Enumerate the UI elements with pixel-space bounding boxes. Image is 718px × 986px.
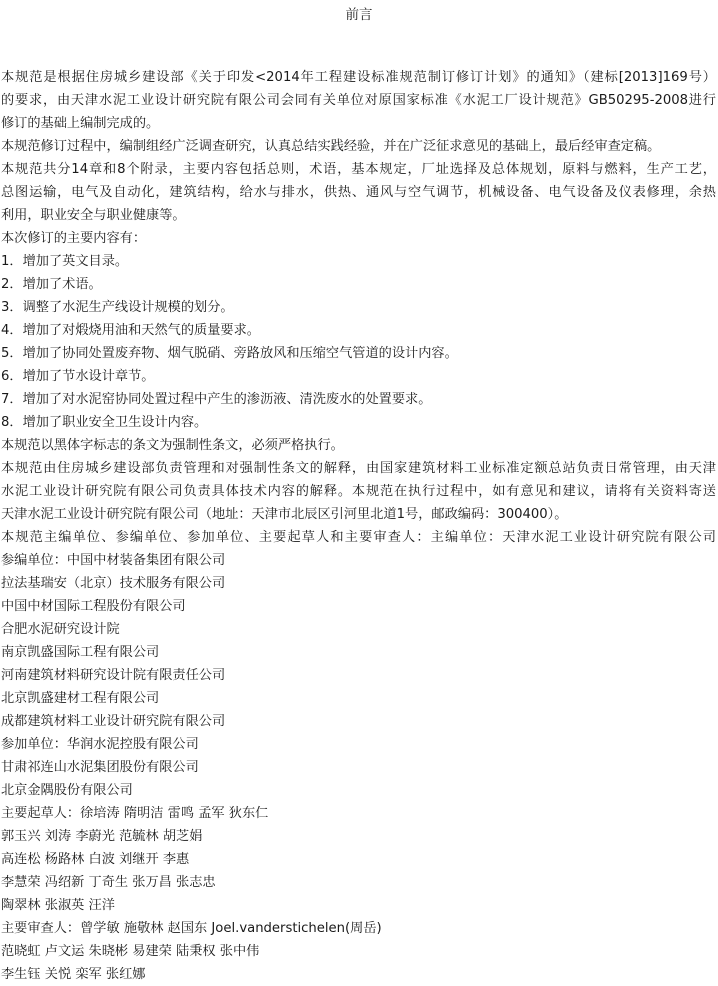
text-line: 参编单位：中国中材装备集团有限公司: [1, 553, 226, 568]
text-line: 高连松 杨路林 白波 刘继开 李惠: [1, 852, 190, 867]
list-item: 1．增加了英文目录。: [1, 254, 129, 269]
text-line: 北京金隅股份有限公司: [1, 783, 133, 798]
text-line: 陶翠林 张淑英 汪洋: [1, 898, 115, 913]
text-line: 本规范主编单位、参编单位、参加单位、主要起草人和主要审查人：主编单位：天津水泥工业设计研究院有限公司: [1, 530, 716, 545]
text-line: 南京凯盛国际工程有限公司: [1, 645, 160, 660]
text-line: 拉法基瑞安（北京）技术服务有限公司: [1, 576, 226, 591]
list-item: 5．增加了协同处置废弃物、烟气脱硝、旁路放风和压缩空气管道的设计内容。: [1, 346, 458, 361]
text-line: 水泥工业设计研究院有限公司负责具体技术内容的解释。本规范在执行过程中，如有意见和建议，请将有关资料寄送: [1, 484, 716, 499]
text-line: 参加单位：华润水泥控股有限公司: [1, 737, 199, 752]
text-line: 本规范由住房城乡建设部负责管理和对强制性条文的解释，由国家建筑材料工业标准定额总站负责日常管理，由天津: [1, 461, 716, 476]
list-item: 3．调整了水泥生产线设计规模的划分。: [1, 300, 234, 315]
list-item: 2．增加了术语。: [1, 277, 102, 292]
list-item: 8．增加了职业安全卫生设计内容。: [1, 415, 208, 430]
text-line: 的要求，由天津水泥工业设计研究院有限公司会同有关单位对原国家标准《水泥工厂设计规范》GB50295-2008进行: [1, 93, 716, 108]
text-line: 利用，职业安全与职业健康等。: [1, 208, 186, 223]
text-line: 郭玉兴 刘涛 李蔚光 范毓林 胡芝娟: [1, 829, 203, 844]
text-line: 天津水泥工业设计研究院有限公司（地址：天津市北辰区引河里北道1号，邮政编码：300400）。: [1, 507, 568, 522]
text-line: 本次修订的主要内容有：: [1, 231, 147, 246]
text-line: 李生钰 关悦 栾军 张红娜: [1, 967, 146, 982]
text-line: 主要审查人：曾学敏 施敬林 赵国东 Joel.vanderstichelen(周岳): [1, 921, 382, 936]
list-item: 7．增加了对水泥窑协同处置过程中产生的渗沥液、清洗废水的处置要求。: [1, 392, 432, 407]
list-item: 4．增加了对煅烧用油和天然气的质量要求。: [1, 323, 260, 338]
list-item: 6．增加了节水设计章节。: [1, 369, 155, 384]
text-line: 本规范以黑体字标志的条文为强制性条文，必须严格执行。: [1, 438, 344, 453]
page-title: 前言: [345, 7, 373, 23]
text-line: 中国中材国际工程股份有限公司: [1, 599, 186, 614]
document-body: [1, 66, 716, 986]
text-line: 合肥水泥研究设计院: [1, 622, 120, 637]
text-line: 本规范是根据住房城乡建设部《关于印发<2014年工程建设标准规范制订修订计划》的通知》（建标[2013]169号）: [1, 70, 716, 85]
text-line: 成都建筑材料工业设计研究院有限公司: [1, 714, 226, 729]
text-line: 李慧荣 冯绍新 丁奇生 张万昌 张志忠: [1, 875, 216, 890]
text-line: 河南建筑材料研究设计院有限责任公司: [1, 668, 226, 683]
text-line: 本规范共分14章和8个附录，主要内容包括总则，术语，基本规定，厂址选择及总体规划，原料与燃料，生产工艺，: [1, 162, 716, 177]
text-line: 本规范修订过程中，编制组经广泛调查研究，认真总结实践经验，并在广泛征求意见的基础上，最后经审查定稿。: [1, 139, 661, 154]
text-line: 总图运输，电气及自动化，建筑结构，给水与排水，供热、通风与空气调节，机械设备、电气设备及仪表修理，余热: [1, 185, 716, 200]
text-line: 主要起草人：徐培涛 隋明洁 雷鸣 孟军 狄东仁: [1, 806, 269, 821]
text-line: 修订的基础上编制完成的。: [1, 116, 160, 131]
text-line: 北京凯盛建材工程有限公司: [1, 691, 160, 706]
text-line: 甘肃祁连山水泥集团股份有限公司: [1, 760, 199, 775]
text-line: 范晓虹 卢文运 朱晓彬 易建荣 陆秉权 张中伟: [1, 944, 260, 959]
